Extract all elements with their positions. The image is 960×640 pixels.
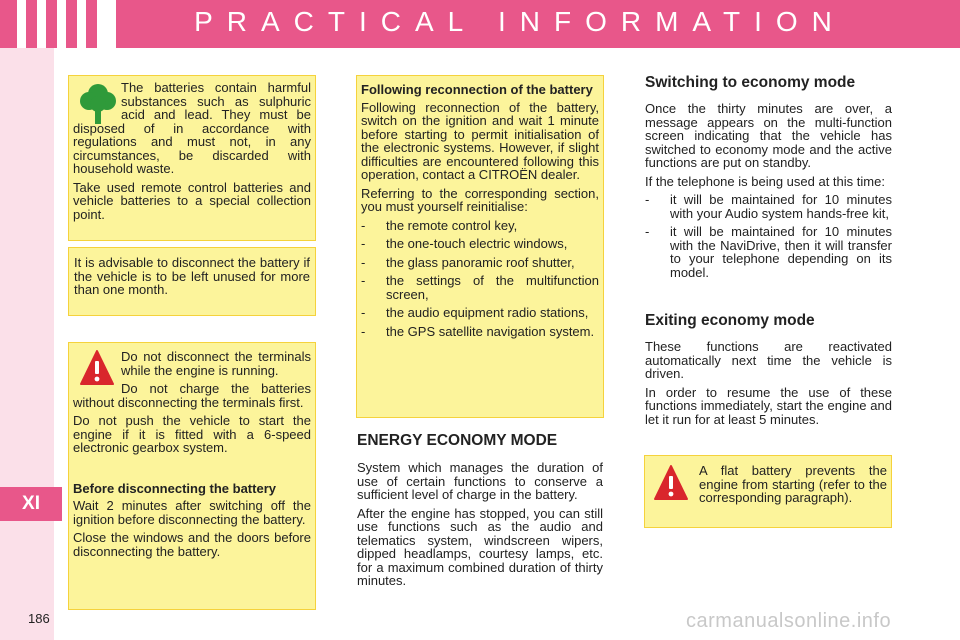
header-stripe	[77, 0, 86, 48]
section-heading: Before disconnecting the battery	[73, 480, 276, 496]
warning-box	[68, 342, 316, 610]
switching-heading: Switching to economy mode	[645, 74, 856, 91]
exiting-heading: Exiting economy mode	[645, 312, 815, 329]
energy-paragraph: System which manages the duration of use of certain functions to conserve a sufficient level of charge in the battery.	[357, 460, 603, 502]
list-item: - the glass panoramic roof shutter,	[361, 254, 575, 270]
switching-section	[645, 74, 892, 284]
warning-paragraph: Do not charge the batteries without disconnecting the terminals first.	[73, 381, 311, 410]
flat-battery-box	[644, 455, 892, 528]
page-header	[0, 0, 960, 48]
warning-icon	[653, 464, 689, 502]
header-stripe	[17, 0, 26, 48]
warning-paragraph: Close the windows and the doors before disconnecting the battery.	[73, 530, 311, 559]
exiting-paragraph: These functions are reactivated automatically next time the vehicle is driven.	[645, 339, 892, 381]
page-number: 186	[28, 611, 50, 626]
reconnect-paragraph: Referring to the corresponding section, you must yourself reinitialise:	[361, 185, 599, 214]
flat-battery-text: A flat battery prevents the engine from starting (refer to the corresponding paragraph).	[699, 463, 887, 505]
environment-note-box	[68, 75, 316, 241]
env-paragraph: Take used remote control batteries and vehicle batteries to a special collection point.	[73, 179, 311, 222]
reconnect-paragraph: Following reconnection of the battery, switch on the ignition and wait 1 minute before starting to permit initialisation of the electronic systems. However, if slight difficulties are encountered following this operation, contact a CITROËN dealer.	[361, 99, 599, 182]
warning-paragraph: Wait 2 minutes after switching off the ignition before disconnecting the battery.	[73, 498, 311, 527]
switching-paragraph: Once the thirty minutes are over, a message appears on the multi-function screen indicating that the vehicle has switched to economy mode and the active functions are put on standby.	[645, 101, 892, 170]
header-stripe	[57, 0, 66, 48]
energy-paragraph: After the engine has stopped, you can still use functions such as the audio and telematics system, windscreen wipers, dipped headlamps, courtesy lamps, etc. for a maximum combined duration of thirty minutes.	[357, 505, 603, 588]
list-item: - the audio equipment radio stations,	[361, 305, 589, 320]
switching-paragraph: If the telephone is being used at this time:	[645, 173, 885, 189]
env-paragraph: The batteries contain harmful substances such as sulphuric acid and lead. They must be disposed of in accordance with regulations and must not, in any circumstances, be discarded with household waste.	[73, 80, 311, 176]
watermark: carmanualsonline.info	[686, 610, 892, 632]
advice-text: It is advisable to disconnect the battery if the vehicle is to be left unused for more than one month.	[74, 255, 310, 297]
warning-paragraph: Do not disconnect the terminals while the engine is running.	[121, 349, 311, 378]
list-item: - it will be maintained for 10 minutes with the NaviDrive, then it will transfer to your telephone depending on its model.	[645, 224, 892, 280]
section-heading: Following reconnection of the battery	[361, 82, 593, 97]
list-item: - the one-touch electric windows,	[361, 236, 568, 251]
chapter-sidebar	[0, 48, 54, 640]
header-stripe	[97, 0, 116, 48]
warning-paragraph: Do not push the vehicle to start the engine if it is fitted with a 6-speed electronic gearbox system.	[73, 413, 311, 455]
reconnection-box	[356, 75, 604, 418]
advice-box	[68, 247, 316, 316]
energy-heading: ENERGY ECONOMY MODE	[357, 432, 558, 449]
list-item: - the remote control key,	[361, 217, 518, 233]
energy-section	[357, 432, 603, 593]
header-stripe	[37, 0, 46, 48]
page-title: PRACTICAL INFORMATION	[194, 6, 846, 37]
chapter-tab[interactable]: XI	[0, 487, 62, 521]
exiting-paragraph: In order to resume the use of these functions immediately, start the engine and let it run for at least 5 minutes.	[645, 384, 892, 427]
list-item: - the GPS satellite navigation system.	[361, 323, 595, 339]
list-item: - the settings of the multifunction screen,	[361, 273, 599, 302]
exiting-section	[645, 312, 892, 431]
list-item: - it will be maintained for 10 minutes with your Audio system hands-free kit,	[645, 192, 892, 221]
